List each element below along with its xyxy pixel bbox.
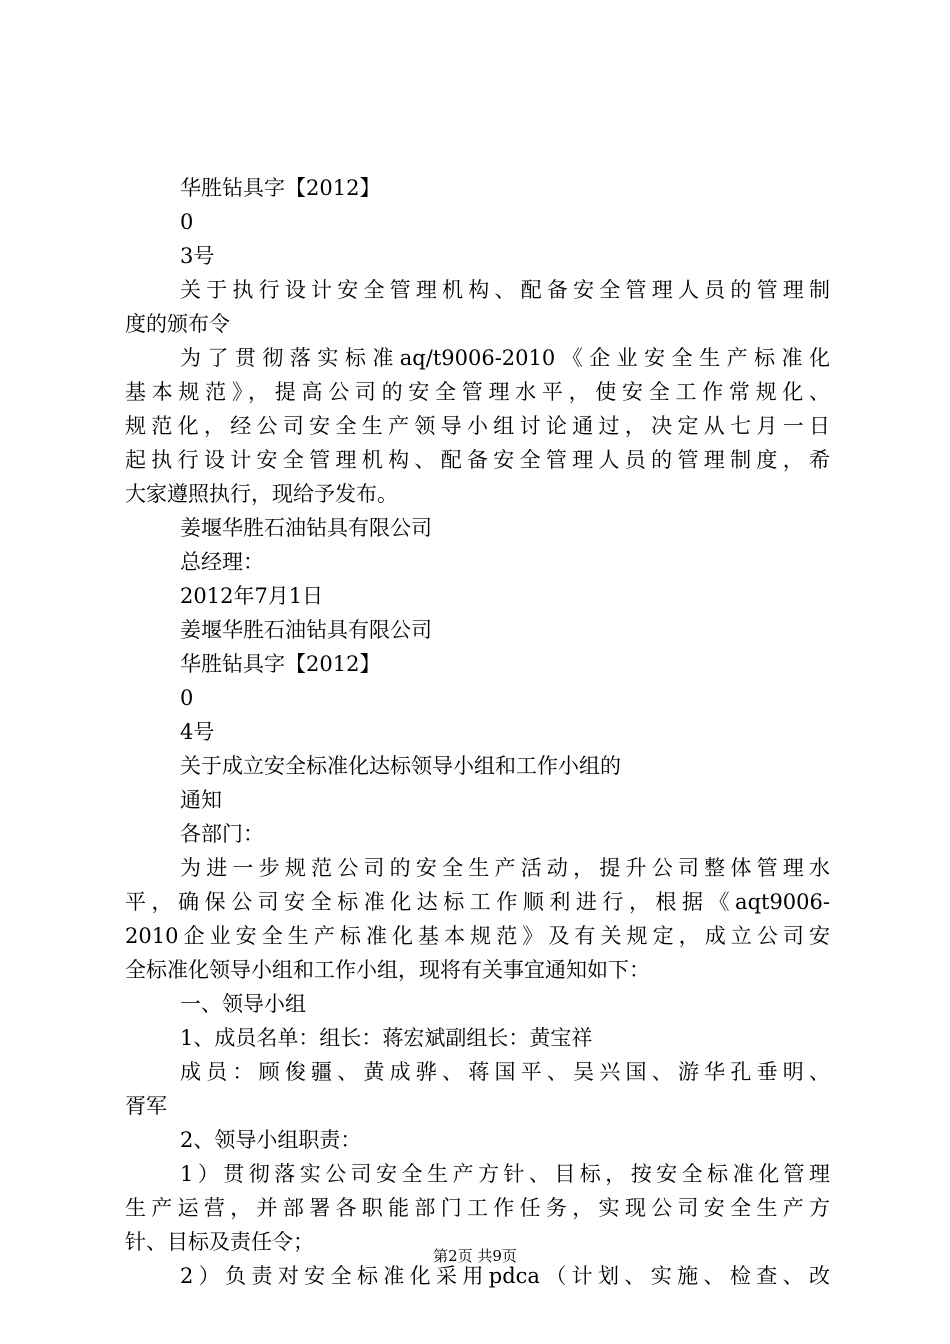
company-name: 姜堰华胜石油钻具有限公司 (180, 618, 432, 642)
doc-number-zero: 0 (180, 210, 194, 234)
member-list-line: 胥军 (125, 1094, 167, 1118)
member-list-line: 1、成员名单：组长：蒋宏斌副组长：黄宝祥 (180, 1026, 593, 1050)
paragraph-line: 平，确保公司安全标准化达标工作顺利进行，根据《aqt9006- (125, 890, 830, 914)
paragraph-line: 规范化，经公司安全生产领导小组讨论通过，决定从七月一日 (125, 414, 830, 438)
paragraph-line: 全标准化领导小组和工作小组，现将有关事宜通知如下： (125, 958, 650, 982)
doc-number-zero: 0 (180, 686, 194, 710)
doc-number-line: 华胜钻具字【2012】 (180, 652, 381, 676)
signature-title: 总经理： (180, 550, 264, 574)
paragraph-line: 大家遵照执行，现给予发布。 (125, 482, 398, 506)
paragraph-line: 为进一步规范公司的安全生产活动，提升公司整体管理水 (180, 856, 830, 880)
duty-item-line: 1）贯彻落实公司安全生产方针、目标，按安全标准化管理 (180, 1162, 830, 1186)
doc-number-suffix: 4号 (180, 720, 215, 744)
paragraph-line: 2010企业安全生产标准化基本规范》及有关规定，成立公司安 (125, 924, 830, 948)
decree-title-line: 关于执行设计安全管理机构、配备安全管理人员的管理制 (180, 278, 830, 302)
paragraph-line: 基本规范》，提高公司的安全管理水平，使安全工作常规化、 (125, 380, 830, 404)
company-name: 姜堰华胜石油钻具有限公司 (180, 516, 432, 540)
duty-item-line: 针、目标及责任令； (125, 1230, 314, 1254)
addressee: 各部门： (180, 822, 264, 846)
notice-title-line: 通知 (180, 788, 222, 812)
doc-number-line: 华胜钻具字【2012】 (180, 176, 381, 200)
page-footer: 第2页 共9页 (433, 1247, 517, 1265)
decree-title-line: 度的颁布令 (125, 312, 230, 336)
section-heading: 一、领导小组 (180, 992, 306, 1016)
paragraph-line: 起执行设计安全管理机构、配备安全管理人员的管理制度，希 (125, 448, 830, 472)
doc-number-suffix: 3号 (180, 244, 215, 268)
duty-item-line: 2）负责对安全标准化采用pdca（计划、实施、检查、改 (180, 1264, 830, 1288)
member-list-line: 成员：顾俊疆、黄成骅、蒋国平、吴兴国、游华孔垂明、 (180, 1060, 830, 1084)
duty-item-line: 生产运营，并部署各职能部门工作任务，实现公司安全生产方 (125, 1196, 830, 1220)
subsection-heading: 2、领导小组职责： (180, 1128, 362, 1152)
notice-title-line: 关于成立安全标准化达标领导小组和工作小组的 (180, 754, 621, 778)
paragraph-line: 为了贯彻落实标准aq/t9006-2010《企业安全生产标准化 (180, 346, 830, 370)
issue-date: 2012年7月1日 (180, 584, 324, 608)
